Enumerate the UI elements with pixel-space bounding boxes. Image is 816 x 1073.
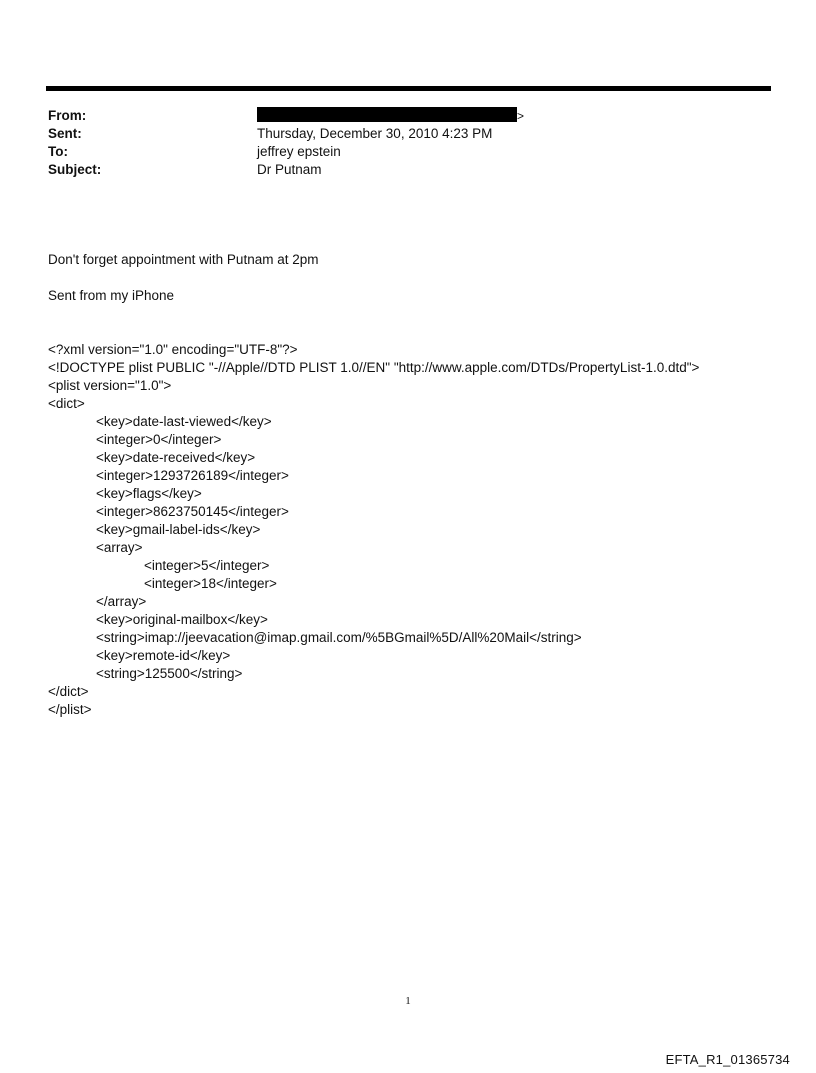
sent-row <box>48 125 768 143</box>
plist-line: <key>original-mailbox</key> <box>96 612 268 627</box>
plist-line: <array> <box>96 540 143 555</box>
plist-block <box>48 251 699 737</box>
from-row <box>48 107 768 125</box>
plist-line: <plist version="1.0"> <box>48 378 172 393</box>
redaction-box <box>257 107 517 122</box>
to-value: jeffrey epstein <box>257 144 341 159</box>
subject-row <box>48 161 768 179</box>
plist-line: <key>date-received</key> <box>96 450 256 465</box>
plist-line: <key>flags</key> <box>96 486 202 501</box>
subject-label: Subject: <box>48 162 102 177</box>
from-label: From: <box>48 108 87 123</box>
plist-line: <string>imap://jeevacation@imap.gmail.com/%5BGmail%5D/All%20Mail</string> <box>96 630 582 645</box>
plist-line: <?xml version="1.0" encoding="UTF-8"?> <box>48 342 298 357</box>
plist-line: <integer>5</integer> <box>144 558 270 573</box>
sent-label: Sent: <box>48 126 82 141</box>
plist-line: <dict> <box>48 396 85 411</box>
document-id: EFTA_R1_01365734 <box>665 1052 790 1067</box>
subject-value: Dr Putnam <box>257 162 322 177</box>
email-header <box>48 107 768 179</box>
plist-line: <key>date-last-viewed</key> <box>96 414 272 429</box>
plist-lines <box>48 341 699 719</box>
from-value <box>257 107 524 125</box>
plist-line: <key>gmail-label-ids</key> <box>96 522 261 537</box>
signature-text: Sent from my iPhone <box>48 288 175 303</box>
plist-line: <integer>18</integer> <box>144 576 277 591</box>
from-suffix: > <box>517 109 525 123</box>
to-label: To: <box>48 144 68 159</box>
plist-line: <integer>8623750145</integer> <box>96 504 289 519</box>
message-text: Don't forget appointment with Putnam at 2pm <box>48 252 319 267</box>
plist-line: </plist> <box>48 702 92 717</box>
plist-line: <integer>1293726189</integer> <box>96 468 289 483</box>
plist-line: <key>remote-id</key> <box>96 648 231 663</box>
plist-line: <string>125500</string> <box>96 666 243 681</box>
plist-line: </dict> <box>48 684 89 699</box>
plist-line: <!DOCTYPE plist PUBLIC "-//Apple//DTD PLIST 1.0//EN" "http://www.apple.com/DTDs/PropertyList-1.0.dtd"> <box>48 360 700 375</box>
header-divider-rule <box>46 86 771 91</box>
plist-line: </array> <box>96 594 147 609</box>
page-number: 1 <box>405 995 411 1007</box>
sent-value: Thursday, December 30, 2010 4:23 PM <box>257 126 493 141</box>
plist-line: <integer>0</integer> <box>96 432 222 447</box>
to-row <box>48 143 768 161</box>
